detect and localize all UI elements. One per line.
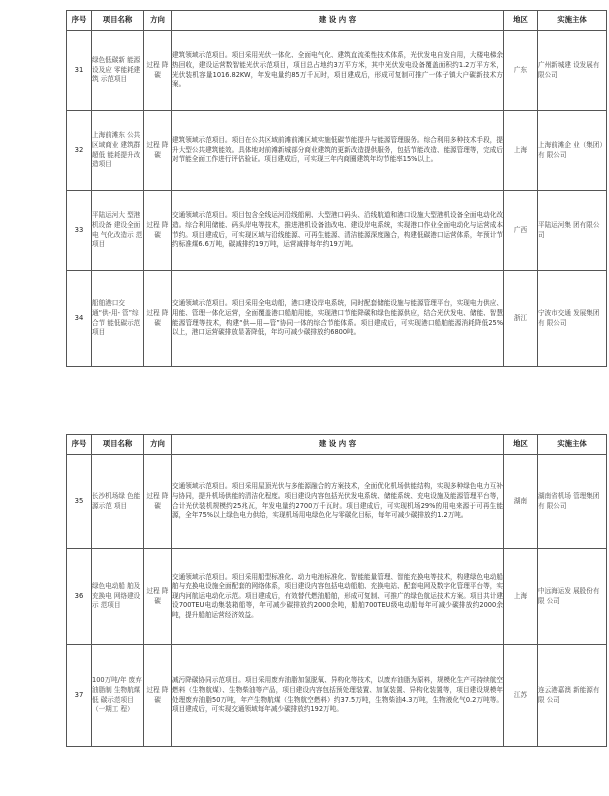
- project-region: 广西: [504, 191, 538, 271]
- row-no: 33: [67, 191, 92, 271]
- project-name: 100万吨/年 废弃油脂制 生物航煤低 碳示范项目 （一期工 程）: [92, 645, 144, 747]
- projects-table-top: [66, 10, 607, 367]
- header-no: 序号: [67, 11, 92, 31]
- table-row: [67, 455, 607, 549]
- row-no: 35: [67, 455, 92, 549]
- table-header-row: [67, 435, 607, 455]
- project-name: 绿色低碳新 能源设及应 零能耗建筑 示范项目: [92, 31, 144, 111]
- project-content: 交通领域示范项目。项目采用屋顶光伏与多能源融合的方案技术，全面优化机场供能结构，实现多种绿色电力互补与协同，提升机场供能的清洁化程度。项目建设内容包括光伏发电系统、储能系统、充电设施及能源管理平台等，合计光伏装机规模约25兆瓦，年发电量约2700万千瓦时。项目建成后，可实现机场29%的用电来源于可再生能源，全年75%以上绿色电力供给，实现机场用电绿色化与零碳化目标，每年可减少碳排放约1.2万吨。: [172, 455, 504, 549]
- project-name: 绿色电动船 舶及充换电 网络建设示 范项目: [92, 549, 144, 645]
- project-content: 减污降碳协同示范项目。项目采用废弃油脂加氢脱氧、异构化等技术，以废弃油脂为原料，规模化生产可持续航空燃料（生物航煤）、生物柴油等产品，项目建设内容包括预处理装置、加氢装置、异构化装置等，项目建设规模年处理废弃油脂50万吨，年产生物航煤（生物航空燃料）约37.5万吨，生物柴油4.3万吨，生物液化气0.2万吨等。项目建成后，可实现交通领域每年减少碳排放约192万吨。: [172, 645, 504, 747]
- project-name: 船舶港口交 通“供-用- 管”综合节 能低碳示范 项目: [92, 271, 144, 367]
- project-direction: 过程 降碳: [144, 645, 172, 747]
- project-direction: 过程 降碳: [144, 111, 172, 191]
- row-no: 32: [67, 111, 92, 191]
- project-name: 平陆运河大 型港机设备 建设全面电 气化改造示 范项目: [92, 191, 144, 271]
- table-row: [67, 191, 607, 271]
- header-no: 序号: [67, 435, 92, 455]
- header-content: 建 设 内 容: [172, 11, 504, 31]
- table-row: [67, 271, 607, 367]
- project-direction: 过程 降碳: [144, 455, 172, 549]
- project-direction: 过程 降碳: [144, 31, 172, 111]
- header-name: 项目名称: [92, 435, 144, 455]
- project-content: 交通领域示范项目。项目采用全电动船，港口建设岸电系统，同时配套储能设施与能源管理平台，实现电力供应、用能、管理一体化运营，全面覆盖港口船舶用能，实现港口节能降碳和绿色能源供应，结合光伏发电、储能、智慧能源管理等技术，构建“供—用—管”协同一体的综合节能体系。项目建成后，可实现港口船舶能源消耗降低25%以上，港口运营碳排放显著降低，年均可减少碳排放约6800吨。: [172, 271, 504, 367]
- project-content: 交通领域示范项目。项目包含全线运河沿线船闸、大型港口码头、沿线航道和港口设施大型港机设备全面电动化改造。综合利用储能、码头岸电等技术，推进港机设备油改电、建设岸电系统，实现港口作业全面电动化与运营成本节约。项目建成后，可实现区域与沿线能源、可再生能源、清洁能源深度融合，构建低碳港口运营体系，年预计节约标准煤6.6万吨，碳减排约19万吨，运营减排每年约19万吨。: [172, 191, 504, 271]
- header-region: 地区: [504, 435, 538, 455]
- table-row: [67, 549, 607, 645]
- header-content: 建 设 内 容: [172, 435, 504, 455]
- project-entity: 宁波市交通 发展集团有 限公司: [538, 271, 607, 367]
- table-row: [67, 31, 607, 111]
- row-no: 34: [67, 271, 92, 367]
- project-entity: 连云港嘉澳 新能源有限 公司: [538, 645, 607, 747]
- row-no: 31: [67, 31, 92, 111]
- project-region: 江苏: [504, 645, 538, 747]
- table-header-row: [67, 11, 607, 31]
- project-entity: 中远海运发 展股份有限 公司: [538, 549, 607, 645]
- project-entity: 平陆运河集 团有限公司: [538, 191, 607, 271]
- header-entity: 实施主体: [538, 435, 607, 455]
- header-region: 地区: [504, 11, 538, 31]
- row-no: 37: [67, 645, 92, 747]
- project-region: 浙江: [504, 271, 538, 367]
- project-name: 长沙机场绿 色能源示范 项目: [92, 455, 144, 549]
- project-content: 建筑领域示范项目。项目在公共区域前滩前滩区域实施低碳节能提升与能源管理服务。综合利用多种技术手段，提升大型公共建筑能效。具体地对前滩新城部分商业建筑的更新改造提供服务，包括节能改造、能源管理等，完成后对节能全面工作进行评估验证。项目建成后，可实现三年内商圈建筑年均节能率15%以上。: [172, 111, 504, 191]
- projects-table-bottom: [66, 434, 607, 747]
- header-direction: 方向: [144, 435, 172, 455]
- project-name: 上海前滩东 公共区域商业 建筑群超低 能耗提升改 造项目: [92, 111, 144, 191]
- project-direction: 过程 降碳: [144, 271, 172, 367]
- table-row: [67, 111, 607, 191]
- table-row: [67, 645, 607, 747]
- project-entity: 上海前滩企 业（集团）有 限公司: [538, 111, 607, 191]
- project-content: 交通领域示范项目。项目采用船型标准化、动力电池标准化、智能能量管理、智能充换电等技术，构建绿色电动船舶与充换电设施全面配套的网络体系，项目建设内容包括电动船舶、充换电站、配套电网及数字化管理平台等，实现内河航运电动化示范。项目建成后，有效替代燃油船舶，形成可复制、可推广的绿色航运技术方案。项目共计建设700TEU电动集装箱船等，年可减少碳排放约2000余吨，船舶700TEU级电动船每年可减少碳排放约2000余吨，提升船舶运营经济效益。: [172, 549, 504, 645]
- project-direction: 过程 降碳: [144, 191, 172, 271]
- row-no: 36: [67, 549, 92, 645]
- project-region: 上海: [504, 549, 538, 645]
- project-region: 广东: [504, 31, 538, 111]
- project-content: 建筑领域示范项目。项目采用光伏一体化、全面电气化、建筑直流柔性技术体系，光伏发电自发自用，大楼电梯余热回收，建设运营数智能光伏示范项目，项目总占地约3万平方米，其中光伏发电设备覆盖面积约1.2万平方米，光伏装机容量1016.82KW，年发电量约85万千瓦时，项目建成后，形成可复制可推广一体子镇大户碳新技术方案。: [172, 31, 504, 111]
- header-name: 项目名称: [92, 11, 144, 31]
- project-entity: 广州新城建 设发展有 限公司: [538, 31, 607, 111]
- header-direction: 方向: [144, 11, 172, 31]
- header-entity: 实施主体: [538, 11, 607, 31]
- project-region: 湖南: [504, 455, 538, 549]
- project-region: 上海: [504, 111, 538, 191]
- project-direction: 过程 降碳: [144, 549, 172, 645]
- project-entity: 湖南省机场 管理集团有 限公司: [538, 455, 607, 549]
